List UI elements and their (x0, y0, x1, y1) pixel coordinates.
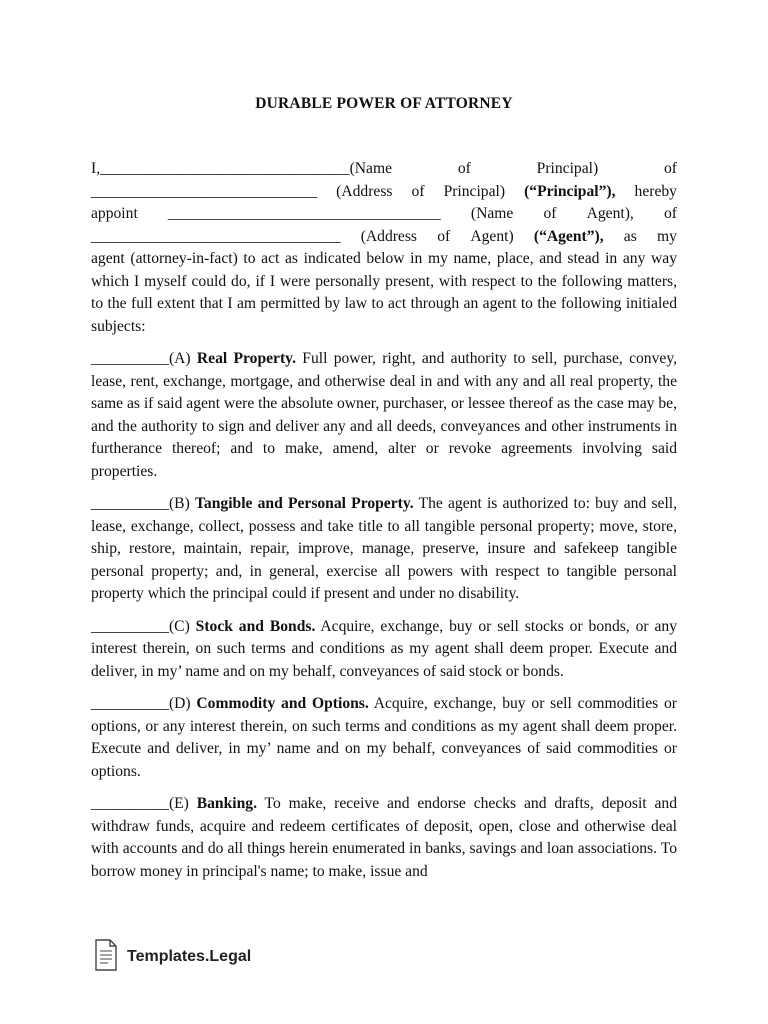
initial-blank: __________(B) (91, 495, 195, 512)
section-text: The agent is authorized to: buy and sell, lease, exchange, collect, possess and take title to all tangible personal property; move, store, ship, restore, maintain, repair, improve, manage, preserve, insure and safekeep tangible personal property; and, in general, exercise all powers with respect to tangible personal property which the principal could if present and under no disability. (91, 495, 678, 602)
section-text: To make, receive and endorse checks and drafts, deposit and withdraw funds, acquire and redeem certificates of deposit, open, close and otherwise deal with accounts and do all things herein enumerated in banks, savings and loan associations. To borrow money in principal's name; to make, issue and (91, 795, 677, 880)
document-title: DURABLE POWER OF ATTORNEY (255, 95, 513, 112)
initial-blank: __________(E) (91, 795, 197, 812)
intro-line-2: _____________________________ (Address of Principal) (“Principal”), hereby (91, 182, 677, 200)
section-banking (91, 793, 677, 883)
intro-line-4: ________________________________ (Address of Agent) (“Agent”), as my (91, 227, 677, 245)
section-heading: Commodity and Options. (196, 695, 369, 712)
section-heading: Tangible and Personal Property. (194, 495, 414, 512)
section-tangible-property (91, 493, 677, 606)
document-body (91, 158, 677, 893)
section-real-property (91, 348, 677, 483)
section-stock-bonds (91, 616, 677, 684)
section-commodity-options (91, 693, 677, 783)
intro-line-3: appoint ___________________________________ (Name of Agent), of (91, 205, 677, 222)
section-heading: Stock and Bonds. (195, 617, 316, 635)
section-text: Acquire, exchange, buy or sell stocks or bonds, or any interest therein, on such terms and conditions as my agent shall deem proper. Execute and deliver, in my’ name and on my behalf, conveyances of said stock or bonds. (91, 617, 677, 680)
section-text: Acquire, exchange, buy or sell commodities or options, or any interest therein, on such terms and conditions as my agent shall deem proper. Execute and deliver, in my’ name and on my behalf, conveyances of said commodities or options. (91, 695, 677, 780)
brand-name: Templates.Legal (127, 948, 252, 965)
section-text: Full power, right, and authority to sell, purchase, convey, lease, rent, exchange, mortgage, and otherwise deal in and with any and all real property, the same as if said agent were the absolute owner, purchaser, or lessee thereof as the case may be, and the authority to sign and deliver any and all deeds, conveyances and other instruments in furtherance thereof; and to make, amend, alter or revoke agreements involving said properties. (91, 350, 678, 480)
intro-line-1: I,________________________________(Name of Principal) of (91, 160, 677, 177)
footer-brand[interactable] (93, 940, 251, 974)
initial-blank: __________(A) (91, 350, 197, 367)
initial-blank: __________(D) (91, 695, 197, 712)
initial-blank: __________(C) (91, 617, 196, 635)
intro-paragraph-rest: agent (attorney-in-fact) to act as indicated below in my name, place, and stead in any way which I myself could do, if I were personally present, with respect to the following matters, to the full extent that I am permitted by law to act through an agent to the following initialed subjects: (91, 250, 677, 335)
section-heading: Banking. (196, 795, 257, 812)
document-icon (93, 939, 119, 976)
section-heading: Real Property. (196, 350, 297, 367)
